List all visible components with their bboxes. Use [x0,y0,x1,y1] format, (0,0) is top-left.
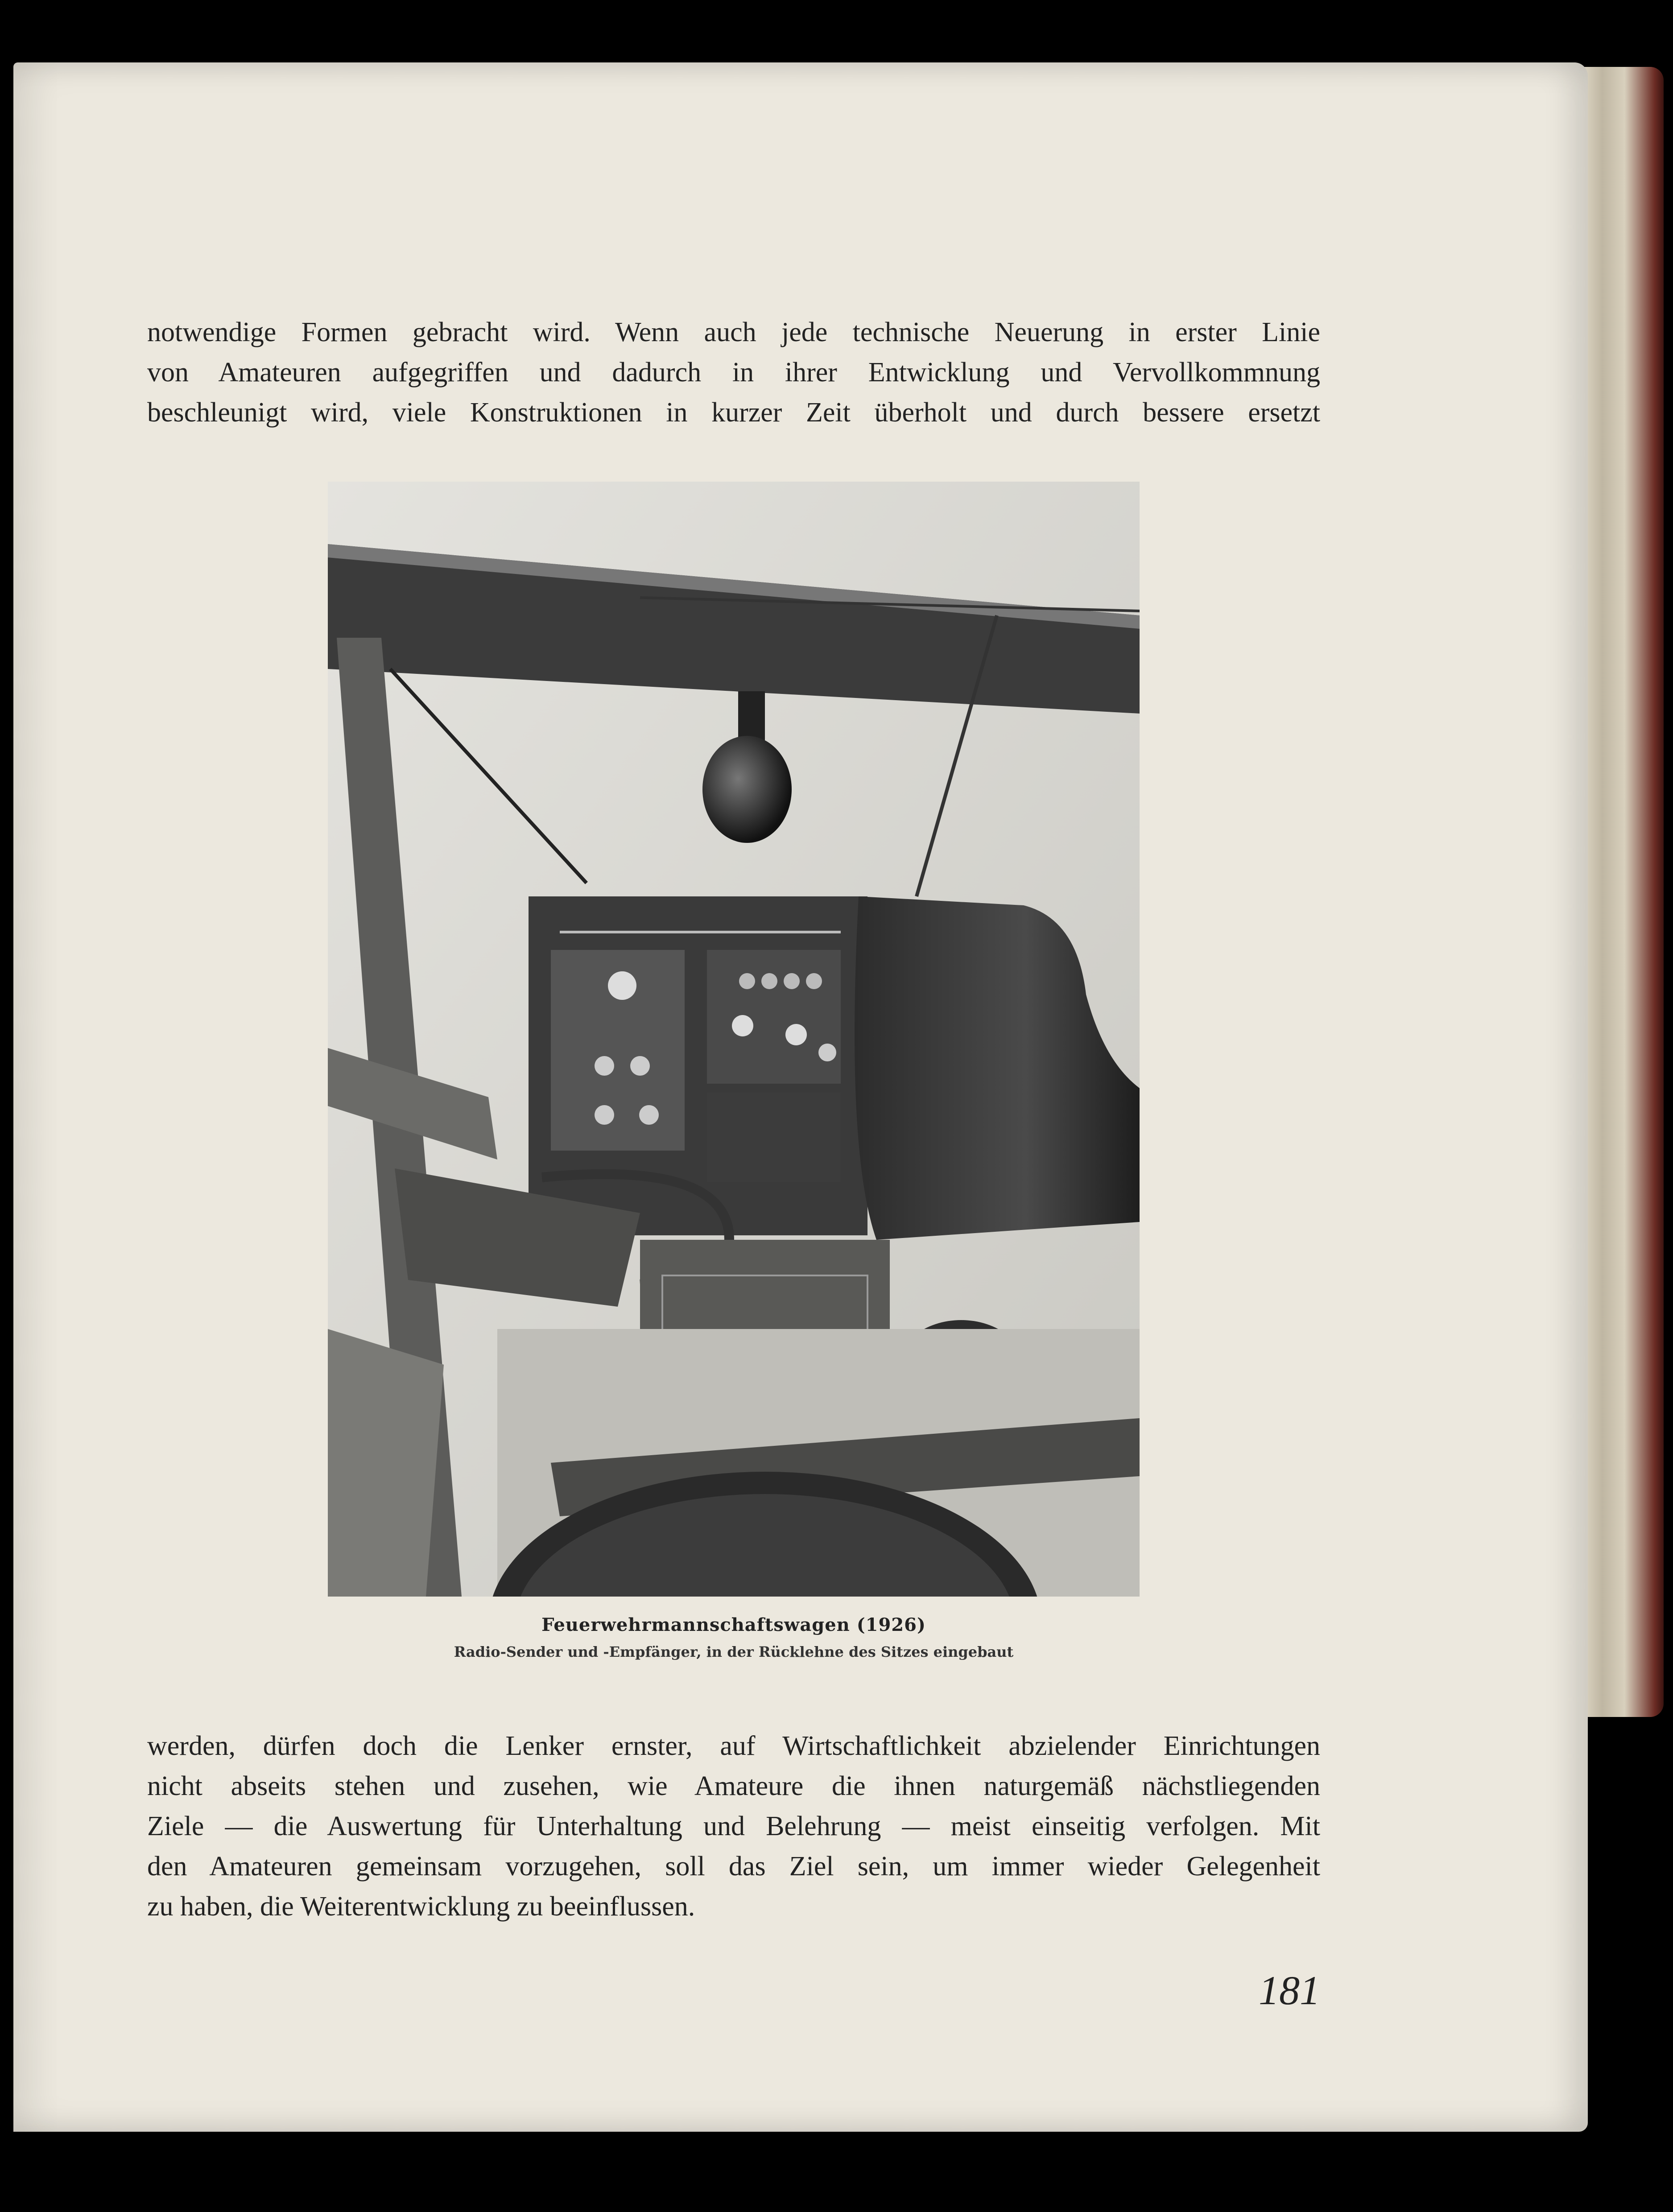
figure-caption-title: Feuerwehrmannschaftswagen (1926) [541,1614,926,1635]
fire-truck-radio-photo [328,482,1140,1597]
text-line: zu haben, die Weiterentwicklung zu beeinflussen. [147,1891,695,1922]
text-line: von Amateuren aufgegriffen und dadurch in ihrer Entwicklung und Vervollkommnung [147,357,1320,388]
paragraph-bottom [147,1726,1320,1927]
text-line: beschleunigt wird, viele Konstruktionen in kurzer Zeit überholt und durch bessere ersetzt [147,397,1320,428]
figure-caption-subtitle: Radio-Sender und -Empfänger, in der Rücklehne des Sitzes eingebaut [454,1643,1014,1660]
text-line: den Amateuren gemeinsam vorzugehen, soll das Ziel sein, um immer wieder Gelegenheit [147,1851,1320,1882]
text-line: werden, dürfen doch die Lenker ernster, auf Wirtschaftlichkeit abzielender Einrichtungen [147,1731,1320,1761]
book-page [13,62,1588,2132]
paragraph-top [147,312,1320,433]
page-number: 181 [1259,1968,1320,2013]
figure-photo [328,482,1140,1597]
text-line: nicht abseits stehen und zusehen, wie Amateure die ihnen naturgemäß nächstliegenden [147,1771,1320,1801]
text-line: notwendige Formen gebracht wird. Wenn auch jede technische Neuerung in erster Linie [147,317,1320,347]
text-line: Ziele — die Auswertung für Unterhaltung und Belehrung — meist einseitig verfolgen. Mit [147,1811,1320,1841]
